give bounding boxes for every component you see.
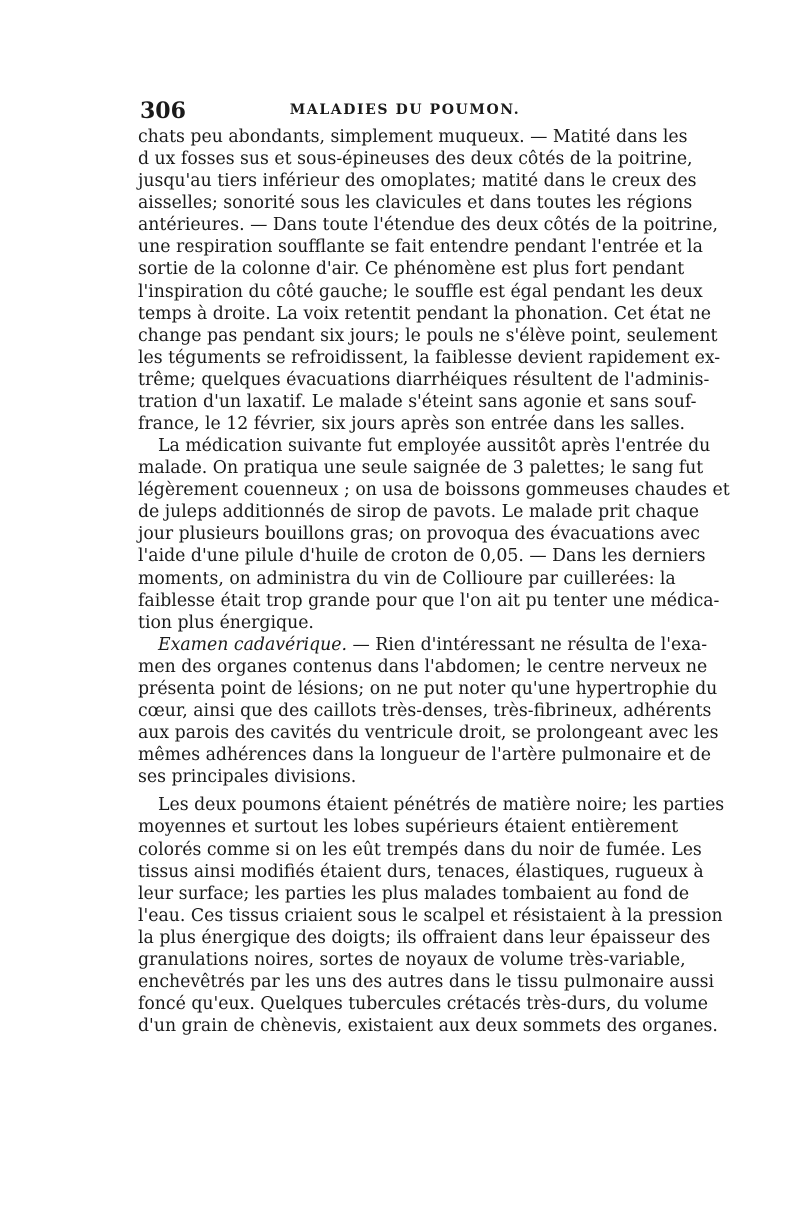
body-text	[138, 126, 730, 1037]
text-line: les téguments se refroidissent, la faiblesse devient rapidement ex-	[138, 347, 721, 368]
running-head: MALADIES DU POUMON.	[289, 102, 521, 118]
text-line: d'un grain de chènevis, existaient aux deux sommets des organes.	[138, 1016, 718, 1037]
text-line: foncé qu'eux. Quelques tubercules crétacés très-durs, du volume	[138, 994, 708, 1015]
text-line: antérieures. — Dans toute l'étendue des deux côtés de la poitrine,	[138, 215, 718, 236]
text-line: jusqu'au tiers inférieur des omoplates; matité dans le creux des	[138, 171, 697, 192]
text-line: enchevêtrés par les uns des autres dans le tissu pulmonaire aussi	[138, 971, 714, 992]
text-run: — Rien d'intéressant ne résulta de l'exa-	[346, 634, 708, 655]
text-line: d ux fosses sus et sous-épineuses des deux côtés de la poitrine,	[138, 149, 693, 170]
text-line: moyennes et surtout les lobes supérieurs étaient entièrement	[138, 817, 679, 838]
text-line: mêmes adhérences dans la longueur de l'artère pulmonaire et de	[138, 745, 711, 766]
text-line: présenta point de lésions; on ne put noter qu'une hypertrophie du	[138, 678, 718, 699]
text-line: temps à droite. La voix retentit pendant la phonation. Cet état ne	[138, 303, 711, 324]
text-line: granulations noires, sortes de noyaux de volume très-variable,	[138, 949, 686, 970]
text-line: chats peu abondants, simplement muqueux. — Matité dans les	[138, 127, 688, 147]
text-line: colorés comme si on les eût trempés dans du noir de fumée. Les	[138, 839, 702, 860]
text-line: l'eau. Ces tissus criaient sous le scalpel et résistaient à la pression	[138, 905, 723, 926]
text-line: aux parois des cavités du ventricule droit, se prolongeant avec les	[138, 723, 719, 744]
paragraph	[138, 435, 730, 634]
text-line: aisselles; sonorité sous les clavicules et dans toutes les régions	[138, 193, 693, 214]
text-line: Les deux poumons étaient pénétrés de matière noire; les parties	[158, 795, 725, 816]
text-line: change pas pendant six jours; le pouls ne s'élève point, seulement	[138, 325, 718, 346]
page-number: 306	[140, 98, 186, 124]
text-line: La médication suivante fut employée aussitôt après l'entrée du	[158, 436, 711, 457]
page-header	[140, 98, 670, 124]
text-line: tion plus énergique.	[138, 612, 314, 633]
text-line: l'aide d'une pilule d'huile de croton de 0,05. — Dans les derniers	[138, 546, 706, 567]
text-line: jour plusieurs bouillons gras; on provoqua des évacuations avec	[138, 524, 700, 545]
text-line: moments, on administra du vin de Collioure par cuillerées: la	[138, 568, 676, 589]
text-line: l'inspiration du côté gauche; le souffle est égal pendant les deux	[138, 281, 703, 302]
text-line: men des organes contenus dans l'abdomen; le centre nerveux ne	[138, 656, 708, 677]
paragraph	[138, 126, 721, 435]
text-line: une respiration soufflante se fait entendre pendant l'entrée et la	[138, 237, 703, 258]
text-line: la plus énergique des doigts; ils offraient dans leur épaisseur des	[138, 927, 711, 948]
text-line: de juleps additionnés de sirop de pavots. Le malade prit chaque	[138, 502, 699, 523]
text-line: ses principales divisions.	[138, 767, 357, 788]
text-line: malade. On pratiqua une seule saignée de 3 palettes; le sang fut	[138, 458, 704, 479]
text-line: faiblesse était trop grande pour que l'on ait pu tenter une médica-	[138, 590, 720, 611]
section-heading: Examen cadavérique.	[158, 634, 347, 655]
text-line	[138, 634, 708, 656]
paragraph	[138, 794, 725, 1037]
text-line: sortie de la colonne d'air. Ce phénomène est plus fort pendant	[138, 259, 685, 280]
text-line: leur surface; les parties les plus malades tombaient au fond de	[138, 883, 690, 904]
text-line: légèrement couenneux ; on usa de boissons gommeuses chaudes et	[138, 480, 730, 501]
text-line: trême; quelques évacuations diarrhéiques résultent de l'adminis-	[138, 369, 710, 390]
paragraph	[138, 634, 719, 789]
text-line: tissus ainsi modifiés étaient durs, tenaces, élastiques, rugueux à	[138, 861, 704, 882]
text-line: cœur, ainsi que des caillots très-denses, très-fibrineux, adhérents	[138, 701, 712, 722]
text-line: france, le 12 février, six jours après son entrée dans les salles.	[138, 414, 686, 435]
text-line: tration d'un laxatif. Le malade s'éteint sans agonie et sans souf-	[138, 391, 697, 412]
